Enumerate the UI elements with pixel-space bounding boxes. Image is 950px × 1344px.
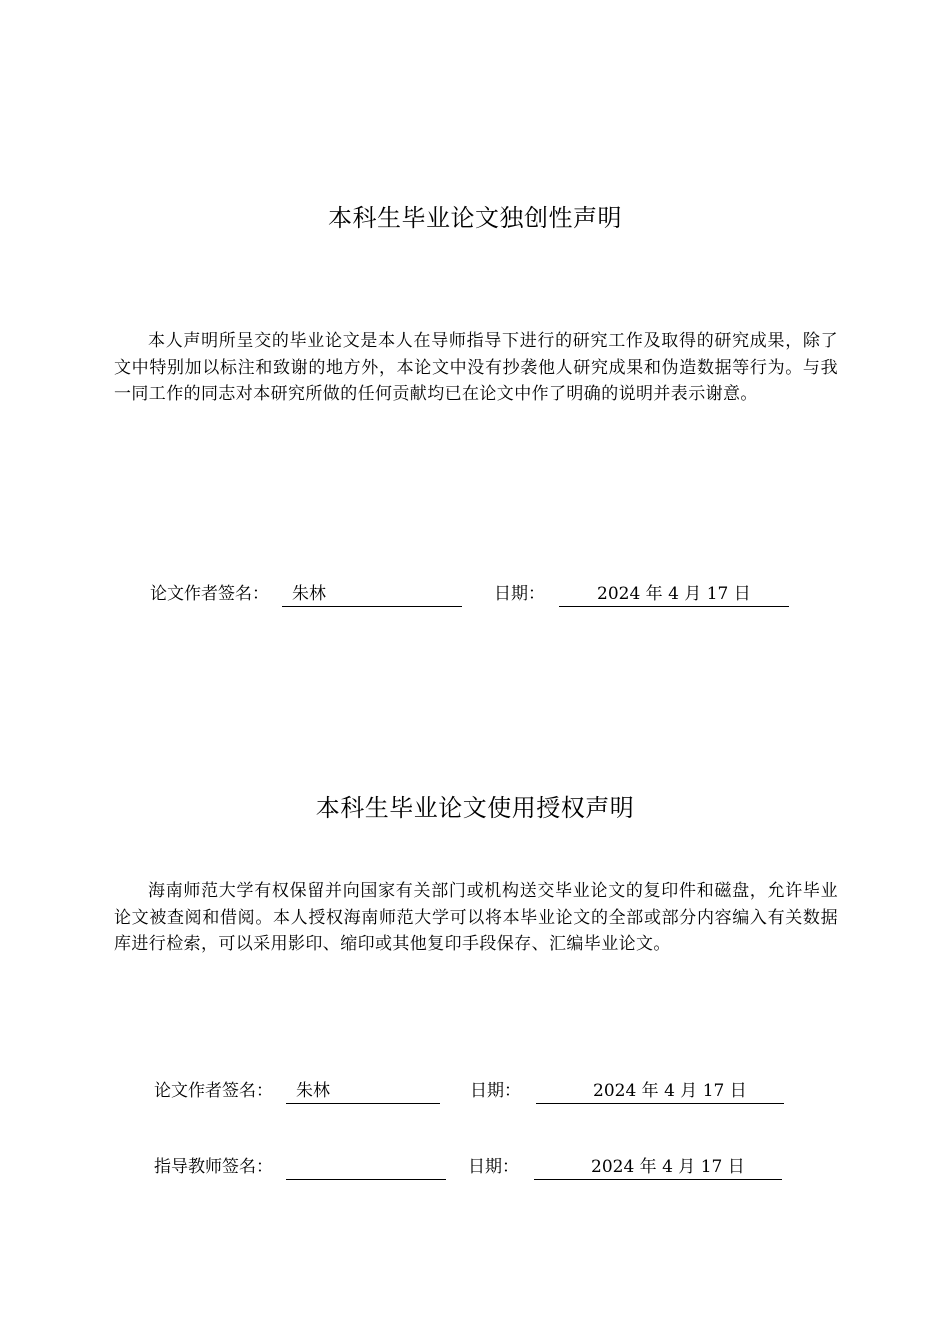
- date-field: [559, 581, 789, 607]
- originality-body: 本人声明所呈交的毕业论文是本人在导师指导下进行的研究工作及取得的研究成果，除了文中特别加以标注和致谢的地方外，本论文中没有抄袭他人研究成果和伪造数据等行为。与我一同工作的同志对本研究所做的任何贡献均已在论文中作了明确的说明并表示谢意。: [114, 331, 838, 404]
- originality-signature-row: [150, 581, 800, 607]
- authorization-advisor-row: [154, 1154, 794, 1180]
- date-label: 日期：: [494, 584, 545, 604]
- authorization-author-row: [154, 1078, 794, 1104]
- author-signature-value: 朱林: [292, 584, 326, 604]
- date-value: 2024 年 4 月 17 日: [593, 1081, 747, 1101]
- date-label: 日期：: [468, 1157, 519, 1177]
- authorization-body: 海南师范大学有权保留并向国家有关部门或机构送交毕业论文的复印件和磁盘，允许毕业论文被查阅和借阅。本人授权海南师范大学可以将本毕业论文的全部或部分内容编入有关数据库进行检索，可以采用影印、缩印或其他复印手段保存、汇编毕业论文。: [114, 881, 838, 954]
- date-value: 2024 年 4 月 17 日: [597, 584, 751, 604]
- date-label: 日期：: [470, 1081, 521, 1101]
- author-signature-field: [286, 1078, 440, 1104]
- date-value: 2024 年 4 月 17 日: [591, 1157, 745, 1177]
- advisor-signature-label: 指导教师签名：: [154, 1157, 273, 1177]
- authorization-title: 本科生毕业论文使用授权声明: [315, 794, 635, 822]
- originality-title: 本科生毕业论文独创性声明: [328, 204, 622, 232]
- advisor-signature-field: [286, 1154, 446, 1180]
- date-field: [534, 1154, 782, 1180]
- author-signature-label: 论文作者签名：: [154, 1081, 273, 1101]
- author-signature-label: 论文作者签名：: [150, 584, 269, 604]
- date-field: [536, 1078, 784, 1104]
- author-signature-field: [282, 581, 462, 607]
- author-signature-value: 朱林: [296, 1081, 330, 1101]
